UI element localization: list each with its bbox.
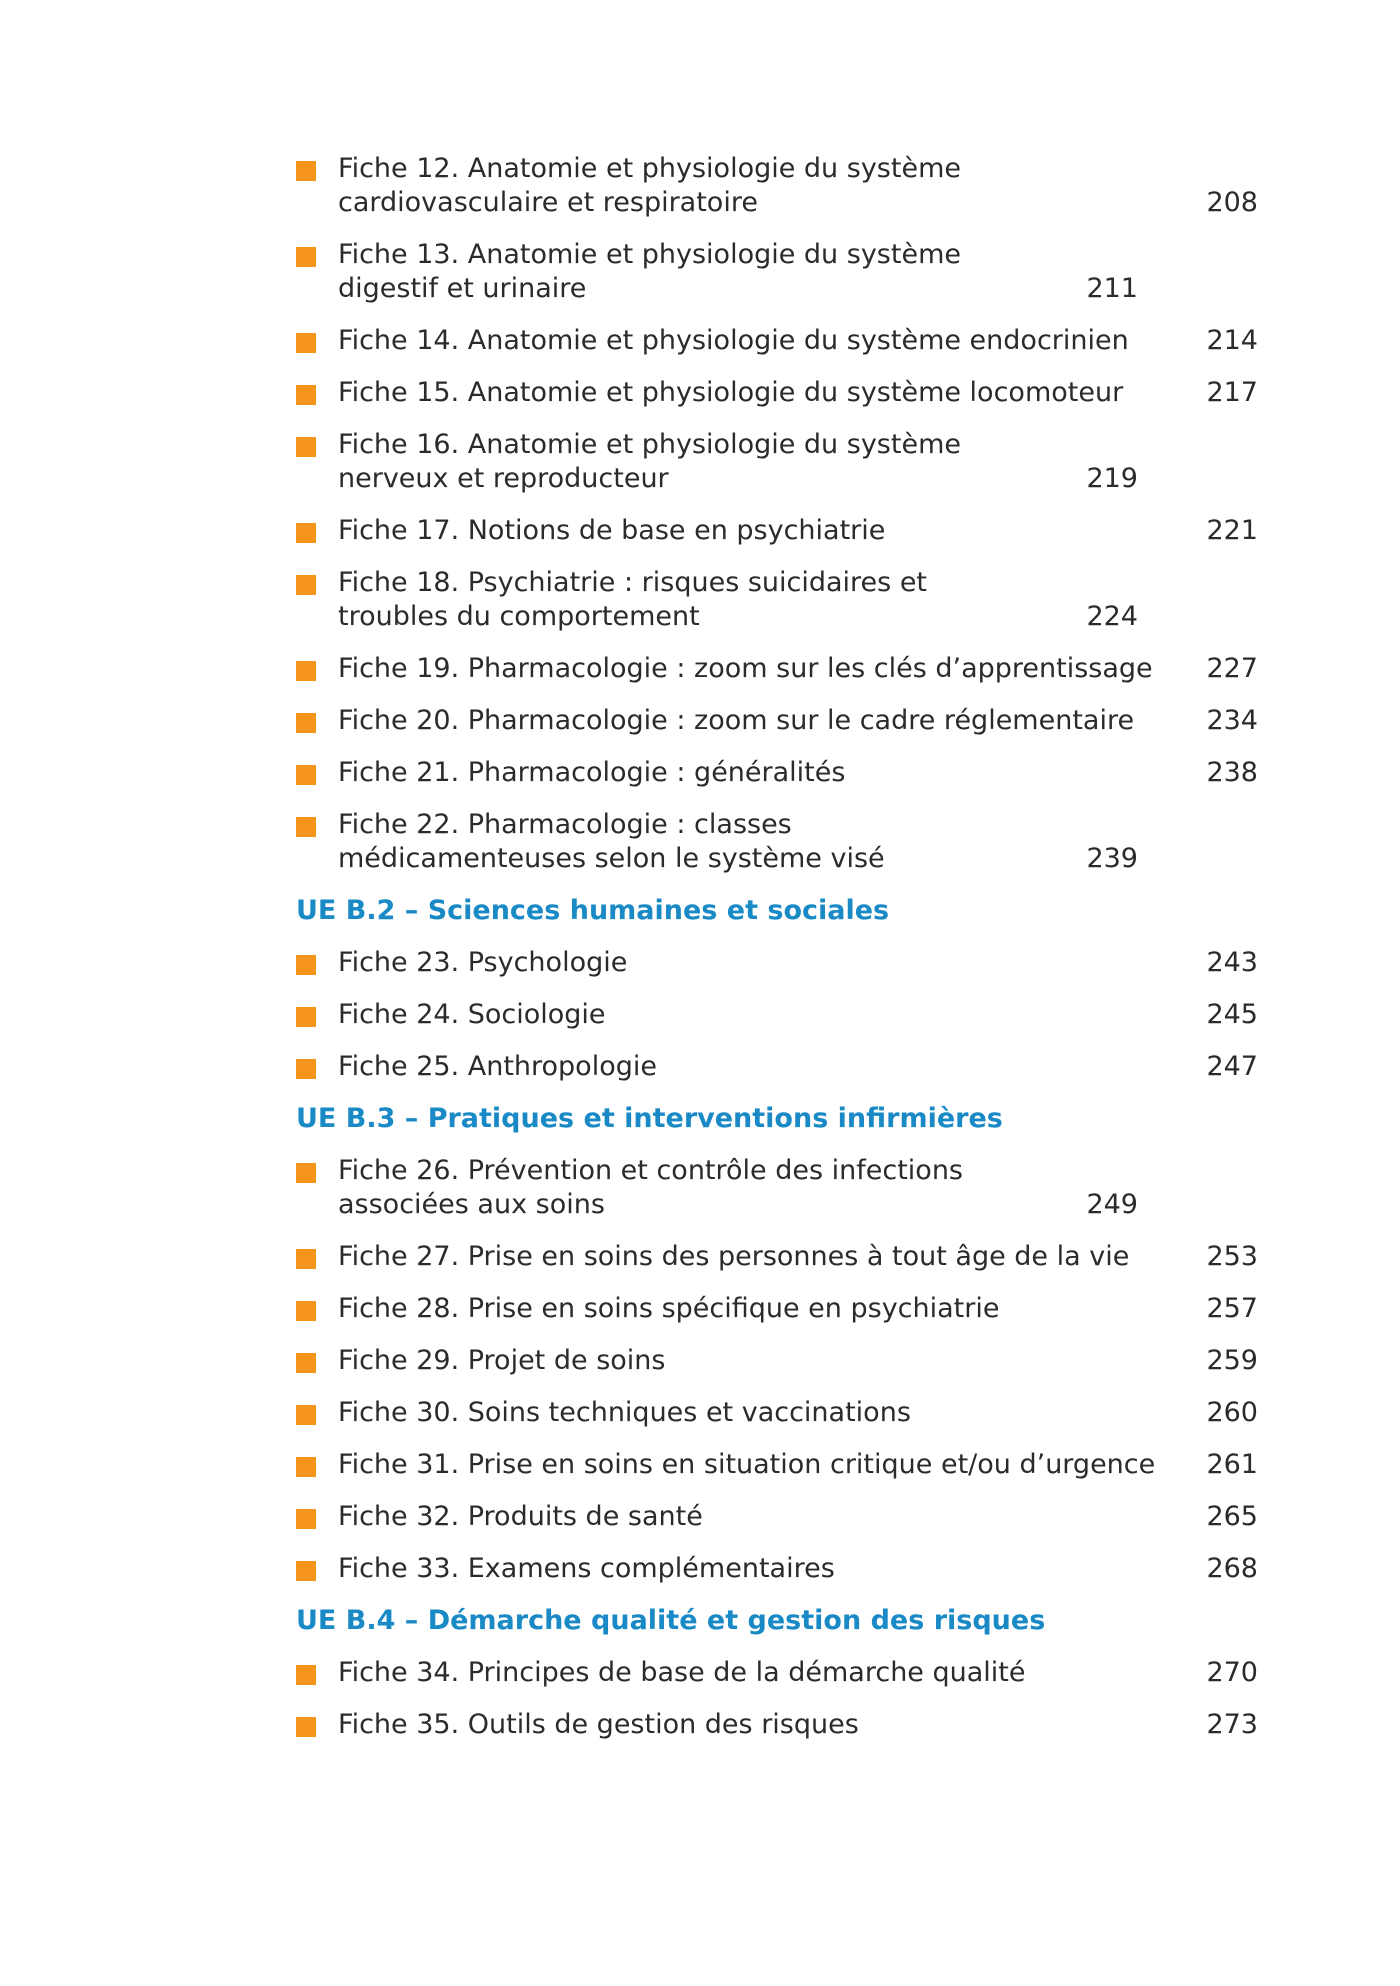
toc-entry-page-number: 265 (1206, 1501, 1258, 1532)
square-bullet-icon (296, 817, 316, 837)
toc-entry[interactable] (296, 566, 1258, 634)
toc-entry[interactable] (296, 1500, 1258, 1534)
square-bullet-icon (296, 575, 316, 595)
square-bullet-icon (296, 523, 316, 543)
toc-entry-title: Fiche 27. Prise en soins des personnes à tout âge de la vie (338, 1241, 1130, 1272)
toc-entry-title: Fiche 21. Pharmacologie : généralités (338, 757, 846, 788)
toc-entry-title: Fiche 22. Pharmacologie : classes médicamenteuses selon le système visé (338, 809, 885, 874)
toc-entry-page-number: 253 (1206, 1241, 1258, 1272)
toc-entry-page-number: 249 (1086, 1189, 1138, 1220)
toc-entry-page-number: 221 (1206, 515, 1258, 546)
toc-entry[interactable] (296, 1552, 1258, 1586)
toc-entry[interactable] (296, 324, 1258, 358)
toc-entry-page-number: 245 (1206, 999, 1258, 1030)
square-bullet-icon (296, 1163, 316, 1183)
toc-entry-page-number: 259 (1206, 1345, 1258, 1376)
toc-entry-title: Fiche 33. Examens complémentaires (338, 1553, 835, 1584)
toc-entry[interactable] (296, 652, 1258, 686)
toc-entry[interactable] (296, 808, 1258, 876)
toc-entry-page-number: 211 (1086, 273, 1138, 304)
toc-entry-page-number: 208 (1206, 187, 1258, 218)
toc-entry-page-number: 224 (1086, 601, 1138, 632)
toc-entry-title: Fiche 34. Principes de base de la démarche qualité (338, 1657, 1026, 1688)
toc-entry[interactable] (296, 238, 1258, 306)
toc-entry-title: Fiche 28. Prise en soins spécifique en psychiatrie (338, 1293, 1000, 1324)
toc-entry-title: Fiche 13. Anatomie et physiologie du système digestif et urinaire (338, 239, 961, 304)
toc-entry[interactable] (296, 756, 1258, 790)
toc-entry-page-number: 238 (1206, 757, 1258, 788)
square-bullet-icon (296, 1249, 316, 1269)
section-heading: UE B.3 – Pratiques et interventions infirmières (296, 1103, 1003, 1134)
toc-entry[interactable] (296, 1292, 1258, 1326)
toc-entry[interactable] (296, 1154, 1258, 1222)
square-bullet-icon (296, 1717, 316, 1737)
toc-entry-title: Fiche 35. Outils de gestion des risques (338, 1709, 859, 1740)
toc-entry-page-number: 227 (1206, 653, 1258, 684)
toc-entry-page-number: 257 (1206, 1293, 1258, 1324)
toc-entry[interactable] (296, 946, 1258, 980)
toc-entry-title: Fiche 32. Produits de santé (338, 1501, 703, 1532)
square-bullet-icon (296, 713, 316, 733)
toc-entry-title: Fiche 15. Anatomie et physiologie du système locomoteur (338, 377, 1124, 408)
toc-entry-title: Fiche 16. Anatomie et physiologie du système nerveux et reproducteur (338, 429, 961, 494)
square-bullet-icon (296, 333, 316, 353)
toc-entry[interactable] (296, 428, 1258, 496)
toc-entry[interactable] (296, 1396, 1258, 1430)
toc-entry-title: Fiche 19. Pharmacologie : zoom sur les clés d’apprentissage (338, 653, 1153, 684)
toc-entry-page-number: 273 (1206, 1709, 1258, 1740)
toc-entry[interactable] (296, 514, 1258, 548)
square-bullet-icon (296, 661, 316, 681)
toc-entry[interactable] (296, 1708, 1258, 1742)
toc-entry[interactable] (296, 1240, 1258, 1274)
toc-entry-page-number: 239 (1086, 843, 1138, 874)
square-bullet-icon (296, 437, 316, 457)
table-of-contents (296, 152, 1258, 1760)
square-bullet-icon (296, 1509, 316, 1529)
toc-entry-title: Fiche 26. Prévention et contrôle des infections associées aux soins (338, 1155, 963, 1220)
toc-entry[interactable] (296, 152, 1258, 220)
toc-entry-title: Fiche 20. Pharmacologie : zoom sur le cadre réglementaire (338, 705, 1135, 736)
toc-entry[interactable] (296, 1656, 1258, 1690)
toc-entry-title: Fiche 18. Psychiatrie : risques suicidaires et troubles du comportement (338, 567, 928, 632)
square-bullet-icon (296, 1665, 316, 1685)
square-bullet-icon (296, 765, 316, 785)
toc-entry-title: Fiche 29. Projet de soins (338, 1345, 666, 1376)
toc-entry[interactable] (296, 376, 1258, 410)
toc-entry-title: Fiche 23. Psychologie (338, 947, 628, 978)
section-heading: UE B.4 – Démarche qualité et gestion des risques (296, 1605, 1046, 1636)
square-bullet-icon (296, 1457, 316, 1477)
toc-entry-title: Fiche 12. Anatomie et physiologie du système cardiovasculaire et respiratoire (338, 153, 961, 218)
square-bullet-icon (296, 385, 316, 405)
toc-entry-page-number: 260 (1206, 1397, 1258, 1428)
square-bullet-icon (296, 1561, 316, 1581)
square-bullet-icon (296, 1405, 316, 1425)
toc-entry[interactable] (296, 1344, 1258, 1378)
toc-entry-page-number: 268 (1206, 1553, 1258, 1584)
toc-entry-page-number: 261 (1206, 1449, 1258, 1480)
square-bullet-icon (296, 247, 316, 267)
square-bullet-icon (296, 1301, 316, 1321)
toc-entry-title: Fiche 30. Soins techniques et vaccinations (338, 1397, 911, 1428)
square-bullet-icon (296, 1059, 316, 1079)
toc-entry-page-number: 217 (1206, 377, 1258, 408)
toc-entry-page-number: 214 (1206, 325, 1258, 356)
toc-entry-title: Fiche 25. Anthropologie (338, 1051, 657, 1082)
toc-entry[interactable] (296, 1448, 1258, 1482)
toc-entry-page-number: 247 (1206, 1051, 1258, 1082)
toc-entry[interactable] (296, 1050, 1258, 1084)
toc-entry-page-number: 219 (1086, 463, 1138, 494)
toc-entry-title: Fiche 31. Prise en soins en situation critique et/ou d’urgence (338, 1449, 1156, 1480)
toc-entry-page-number: 270 (1206, 1657, 1258, 1688)
toc-entry[interactable] (296, 998, 1258, 1032)
toc-entry-title: Fiche 24. Sociologie (338, 999, 606, 1030)
square-bullet-icon (296, 955, 316, 975)
square-bullet-icon (296, 161, 316, 181)
square-bullet-icon (296, 1353, 316, 1373)
toc-entry[interactable] (296, 704, 1258, 738)
section-heading: UE B.2 – Sciences humaines et sociales (296, 895, 890, 926)
toc-entry-page-number: 234 (1206, 705, 1258, 736)
toc-entry-title: Fiche 14. Anatomie et physiologie du système endocrinien (338, 325, 1129, 356)
square-bullet-icon (296, 1007, 316, 1027)
toc-entry-page-number: 243 (1206, 947, 1258, 978)
toc-entry-title: Fiche 17. Notions de base en psychiatrie (338, 515, 886, 546)
